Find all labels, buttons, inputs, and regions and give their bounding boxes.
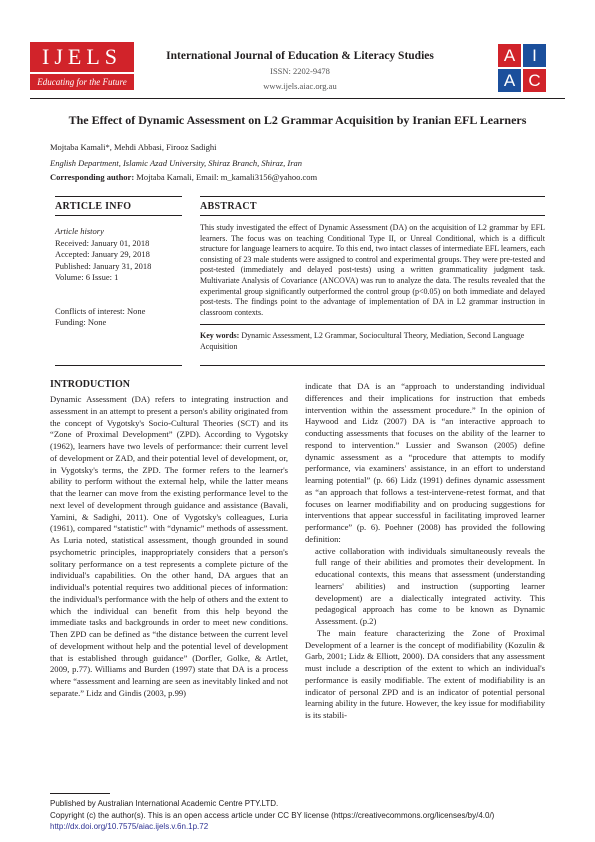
abstract-heading: ABSTRACT [200,201,257,212]
history-label: Article history [55,226,104,236]
publisher-line: Published by Australian International Academic Centre PTY.LTD. [50,799,279,808]
journal-url[interactable]: www.ijels.aiac.org.au [263,81,337,91]
body-left-column [50,394,288,700]
abstract-top-rule [200,196,545,197]
abstract-text: This study investigated the effect of Dynamic Assessment (DA) on the acquisition of L2 grammar by EFL learners. The focus was on teaching Conditional Type II, or Unreal Conditional, which is a difficult structure for language learners to acquire. To this end, two intact classes of intermediate EFL learners, each consisting of 23 male students were assigned to control and experimental groups. They were pre-tested and post-tested (immediately and delayed post-tests) using a written grammaticality judgment task. Multivariate Analysis of Covariance (ANCOVA) was run to analyze the data. The results revealed that the experimental group significantly outperformed the control group (p<0.05) on both immediate and delayed post-tests. The findings point to the advantage of implementation of DA in L2 grammar instruction in classroom contexts. [200,223,545,317]
paper-affiliation: English Department, Islamic Azad University, Shiraz Branch, Shiraz, Iran [50,158,302,168]
keywords-rule [200,324,545,325]
volume-issue: Volume: 6 Issue: 1 [55,272,119,282]
paper-title: The Effect of Dynamic Assessment on L2 Grammar Acquisition by Iranian EFL Learners [68,113,527,127]
keywords-list: Dynamic Assessment, L2 Grammar, Sociocultural Theory, Mediation, Second Language Acquisition [200,331,525,351]
journal-issn: ISSN: 2202-9478 [270,66,330,76]
corresponding-text: Mojtaba Kamali, Email: m_kamali3156@yahoo.com [134,172,318,182]
aiac-logo-c: C [523,69,546,92]
header-divider [30,98,565,99]
keywords [200,331,545,352]
ijels-logo-text: IJELS [30,42,134,72]
aiac-logo-i: I [523,44,546,67]
keywords-label: Key words: [200,331,240,341]
corresponding-label: Corresponding author: [50,172,135,182]
footer-rule [50,793,110,794]
aiac-logo [498,44,546,92]
journal-header [140,50,460,92]
copyright-line: Copyright (c) the author(s). This is an open access article under CC BY license (https://creativecommons.org/licenses/by/4.0/) [50,810,495,820]
intro-paragraph-continued: indicate that DA is an “approach to understanding individual differences and their implications for instruction that embeds intervention within the assessment procedure.” In the opinion of Haywood and Lidz (2007) DA is “an interactive approach to conducting assessments that focuses on the ability of the learner to respond to intervention.” Lussier and Swanson (2005) define dynamic assessment as a “procedure that attempts to modify performance, via examiners' assistance, in an effort to understand learning potential” (p. 66) Lidz (1991) defines dynamic assessment as “an approach that follows a test-intervene-retest format, and that focuses on learner modifiability and on producing suggestions for interventions that appear successful in facilitating improved learner performance” (p. 6). Poehner (2008) has provided the following definition: [305,381,545,544]
article-info [55,201,182,329]
footer [50,798,494,833]
intro-paragraph-2: The main feature characterizing the Zone of Proximal Development of a learner is the concept of modifiability (Kozulin & Garb, 2001; Lidz & Elliott, 2000). DA considers that any assessment must include a description of the extent to which an individual's performance is easily modifiable. The extent of modifiability is an indicator of personal ZPD and is an indicator of potential personal learning ability in the future. However, the key issue for modifiability is its stabili- [305,627,545,720]
introduction-heading: INTRODUCTION [50,379,131,390]
info-bottom-rule [55,365,182,366]
conflicts-of-interest: Conflicts of interest: None [55,305,146,316]
journal-title: International Journal of Education & Literacy Studies [166,50,434,62]
body-right-column [305,381,545,722]
corresponding-author [50,172,317,182]
intro-paragraph-1: Dynamic Assessment (DA) refers to integrating instruction and assessment in an attempt to present a person's ability originated from the concept of Vygotsky's Socio-Cultural Theories (SCT) and its “Zone of Proximal Development” (ZPD). According to Vygotsky (1962), learners have two levels of performance: their current level of development or ZAD, and their potential level of development, or, in Vygotsky's terms, the ZPD. The former refers to the learner's ability to perform without the external help, while the latter means that the learner can move from the existing performance level to the next level of development through guidance and assistance (Bavali, Yamini, & Sadighi, 2011). One of Vygotsky's colleagues, Luria (1961), compared “statistic” with “dynamic” methods of assessment. As Luria noted, statistical assessment, though grounded in sound psychometric principles, inappropriately considers that a person's solitary performance on a test represents a complete picture of the individual's capabilities. On the other hand, DA argues that an individual's potential requires two additional pieces of information: the individual's performance with the help of others and the extent to which the individual can benefit from this help beyond the immediate tasks and backgrounds in order to meet new conditions. Then ZPD can be defined as “the distance between the current level of development without help and the potential level of development that is established through guidance” (Dorfler, Golke, & Artlet, 2009, p.77). Williams and Burden (1997) state that DA is a process where “assessment and learning are seen as inevitably linked and not separate.” Lidz and Gindis (2003, p.99) [50,394,288,698]
accepted-date: Accepted: January 29, 2018 [55,249,150,259]
received-date: Received: January 01, 2018 [55,237,150,248]
doi-link[interactable]: http://dx.doi.org/10.7575/aiac.ijels.v.6n.1p.72 [50,822,209,831]
ijels-logo [30,42,134,90]
ijels-logo-tagline: Educating for the Future [30,74,134,90]
funding: Funding: None [55,317,107,327]
paper-authors: Mojtaba Kamali*, Mehdi Abbasi, Firooz Sadighi [50,142,217,152]
aiac-logo-a2: A [498,69,521,92]
block-quote: active collaboration with individuals simultaneously reveals the full range of their abilities and promotes their development. In educational contexts, this means that assessment (understanding learners' abilities) and instruction (supporting learner development) are a dialectically integrated activity. This pedagogical approach has come to be known as Dynamic Assessment. (p.2) [315,545,545,626]
info-top-rule [55,196,182,197]
article-info-heading: ARTICLE INFO [55,201,132,212]
aiac-logo-a1: A [498,44,521,67]
published-date: Published: January 31, 2018 [55,260,152,271]
abstract-bottom-rule [200,365,545,366]
abstract-section [200,201,545,353]
